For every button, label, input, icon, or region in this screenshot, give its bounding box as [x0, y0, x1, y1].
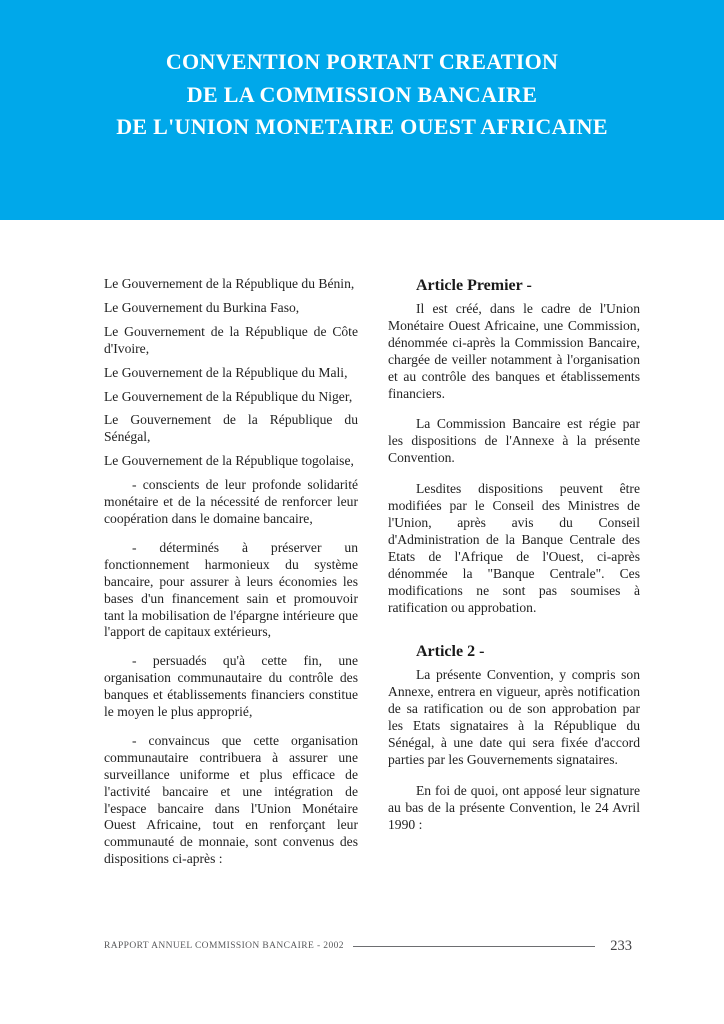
page-number: 233: [610, 937, 632, 954]
paragraph: - déterminés à préserver un fonctionnement harmonieux du système bancaire, pour assurer à leurs économies les bases d'un financement sain et promouvoir tant la mobilisation de l'épargne intérieure que l'apport de capitaux extérieurs,: [104, 539, 358, 640]
paragraph: Le Gouvernement de la République du Bénin,: [104, 276, 355, 291]
page-title: [0, 46, 724, 144]
article-section: [388, 276, 640, 616]
paragraph: Le Gouvernement de la République du Sénégal,: [104, 412, 358, 445]
article-heading: Article 2 -: [416, 643, 485, 661]
document-body: [104, 276, 640, 880]
page-title-line-3: DE L'UNION MONETAIRE OUEST AFRICAINE: [116, 114, 608, 139]
page-title-line-1: CONVENTION PORTANT CREATION: [165, 49, 559, 74]
left-column: [104, 276, 358, 880]
paragraph: Le Gouvernement de la République du Mali,: [104, 364, 348, 380]
paragraph: La présente Convention, y compris son Annexe, entrera en vigueur, après notification de sa ratification ou de son approbation par les Etats signataires à la République du Sénégal, à une date qui sera fixée d'accord parties par les Gouvernements signataires.: [388, 667, 640, 767]
page-title-line-2: DE LA COMMISSION BANCAIRE: [186, 81, 538, 107]
paragraph: Le Gouvernement du Burkina Faso,: [104, 299, 300, 315]
paragraph: Le Gouvernement de la République togolaise,: [104, 453, 354, 469]
paragraph: La Commission Bancaire est régie par les dispositions de l'Annexe à la présente Convention.: [388, 416, 640, 466]
article-section: [388, 642, 640, 833]
paragraph: En foi de quoi, ont apposé leur signature au bas de la présente Convention, le 24 Avril 1990 :: [388, 782, 640, 832]
footer-rule: [353, 946, 595, 947]
article-heading: Article Premier -: [416, 277, 532, 294]
paragraph: Le Gouvernement de la République de Côte d'Ivoire,: [104, 323, 358, 356]
paragraph: - persuadés qu'à cette fin, une organisation communautaire du contrôle des banques et établissements financiers constitue le moyen le plus approprié,: [104, 653, 358, 720]
footer-report-label: RAPPORT ANNUEL COMMISSION BANCAIRE - 2002: [104, 941, 344, 951]
paragraph: Il est créé, dans le cadre de l'Union Monétaire Ouest Africaine, une Commission, dénommée ci-après la Commission Bancaire, chargée de veiller notamment à l'organisation et au contrôle des banques et établissements financiers.: [388, 301, 640, 401]
paragraph: Lesdites dispositions peuvent être modifiées par le Conseil des Ministres de l'Union, après avis du Conseil d'Administration de la Banque Centrale des Etats de l'Afrique de l'Ouest, ci-après dénommée la "Banque Centrale". Ces modifications ne sont pas soumises à ratification ou approbation.: [388, 481, 640, 615]
page-footer: [104, 937, 632, 955]
header-band: [0, 0, 724, 220]
paragraph: Le Gouvernement de la République du Niger,: [104, 388, 353, 404]
paragraph: - conscients de leur profonde solidarité monétaire et de la nécessité de renforcer leur coopération dans le domaine bancaire,: [104, 477, 358, 526]
right-column: [388, 276, 640, 880]
paragraph: - convaincus que cette organisation communautaire contribuera à assurer une surveillance uniforme et plus efficace de l'activité bancaire et une intégration de l'espace bancaire dans l'Union Monétaire Ouest Africaine, tout en renforçant leur communauté de monnaie, sont convenus des dispositions ci-après :: [104, 732, 358, 867]
